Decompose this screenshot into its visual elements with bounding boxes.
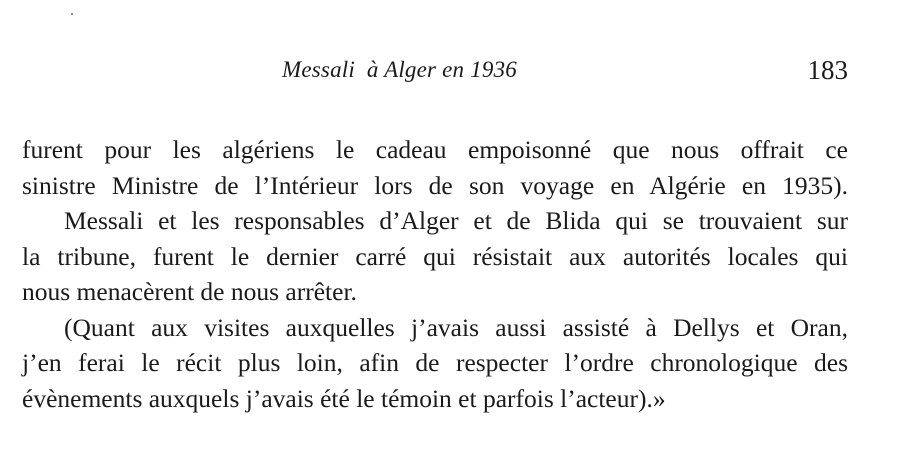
running-header — [0, 55, 900, 91]
scan-speck — [71, 13, 73, 15]
text-line-7: j’en ferai le récit plus loin, afin de respecter l’ordre chronologique des — [22, 348, 848, 377]
text-line-5: nous menacèrent de nous arrêter. — [22, 277, 357, 306]
text-line-4: la tribune, furent le dernier carré qui résistait aux autorités locales qui — [22, 241, 848, 271]
text-line-8: évènements auxquels j’avais été le témoin et parfois l’acteur).» — [22, 383, 666, 413]
text-line-2: sinistre Ministre de l’Intérieur lors de son voyage en Algérie en 1935). — [22, 170, 848, 200]
text-line-3: Messali et les responsables d’Alger et de Blida qui se trouvaient sur — [64, 206, 848, 235]
page-number: 183 — [807, 55, 848, 85]
text-line-6: (Quant aux visites auxquelles j’avais aussi assisté à Dellys et Oran, — [64, 312, 848, 342]
body-text — [22, 132, 848, 416]
running-title: Messali à Alger en 1936 — [282, 57, 517, 82]
text-line-1: furent pour les algériens le cadeau empoisonné que nous offrait ce — [22, 135, 848, 164]
